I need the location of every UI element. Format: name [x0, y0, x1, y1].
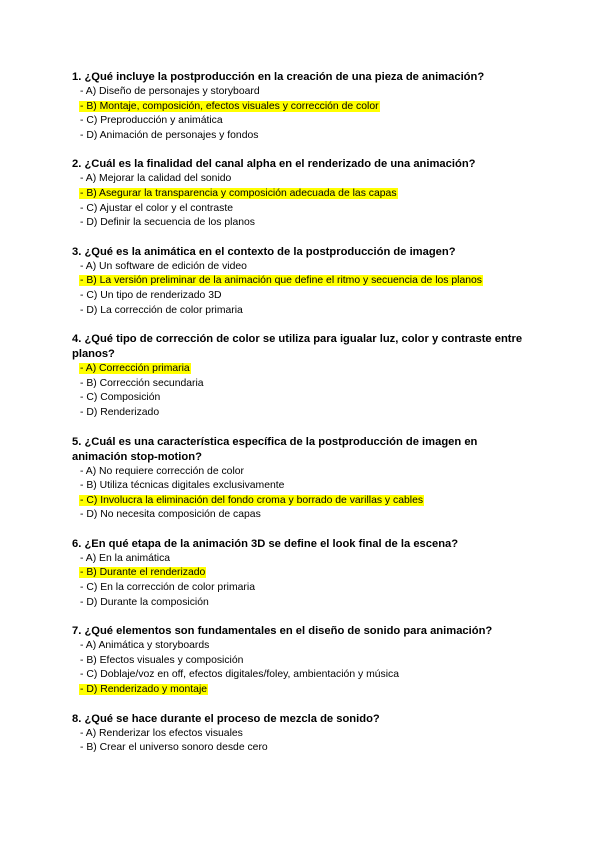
answer-option-text: - C) Composición: [80, 392, 161, 404]
answer-option-text: - B) La versión preliminar de la animación que define el ritmo y secuencia de los planos: [80, 275, 482, 287]
question-block: [72, 435, 532, 523]
answer-option: [79, 741, 532, 756]
answer-option-highlighted: [79, 566, 532, 581]
answer-option-text: - C) En la corrección de color primaria: [80, 582, 255, 594]
answer-option-text: - A) No requiere corrección de color: [80, 465, 245, 477]
question-title: 4. ¿Qué tipo de corrección de color se utiliza para igualar luz, color y contraste entre planos?: [72, 333, 523, 361]
answer-option: [79, 391, 532, 406]
answer-option-text: - D) No necesita composición de capas: [80, 509, 261, 521]
answer-option-text: - C) Ajustar el color y el contraste: [80, 202, 234, 214]
answer-option: [79, 465, 532, 480]
question-block: [72, 624, 532, 697]
answer-option-text: - B) Asegurar la transparencia y composición adecuada de las capas: [80, 187, 397, 199]
answer-option-text: - C) Involucra la eliminación del fondo croma y borrado de varillas y cables: [80, 494, 424, 506]
answer-option: [79, 654, 532, 669]
question-block: [72, 157, 532, 230]
question-block: [72, 712, 532, 756]
answer-option: [79, 596, 532, 611]
answer-option: [79, 114, 532, 129]
quiz-content: [72, 70, 532, 770]
answer-option: [79, 129, 532, 144]
answer-option-text: - C) Preproducción y animática: [80, 115, 223, 127]
question-title: 7. ¿Qué elementos son fundamentales en el diseño de sonido para animación?: [72, 625, 493, 638]
answer-option-highlighted: [79, 362, 532, 377]
answer-option-highlighted: [79, 683, 532, 698]
answer-option: [79, 479, 532, 494]
question-title: 2. ¿Cuál es la finalidad del canal alpha en el renderizado de una animación?: [72, 158, 476, 171]
answer-option: [79, 202, 532, 217]
answer-option: [79, 289, 532, 304]
answer-option: [79, 508, 532, 523]
answer-option: [79, 668, 532, 683]
question-block: [72, 245, 532, 318]
answer-option-text: - B) Durante el renderizado: [80, 567, 206, 579]
question-title: 1. ¿Qué incluye la postproducción en la creación de una pieza de animación?: [72, 71, 485, 83]
question-title: 3. ¿Qué es la animática en el contexto de la postproducción de imagen?: [72, 245, 456, 258]
answer-option-text: - C) Doblaje/voz en off, efectos digitales/foley, ambientación y música: [80, 669, 399, 681]
answer-option-text: - D) Animación de personajes y fondos: [80, 129, 259, 141]
answer-option-highlighted: [79, 494, 532, 509]
answer-option-text: - C) Un tipo de renderizado 3D: [80, 289, 222, 301]
question-title: 8. ¿Qué se hace durante el proceso de mezcla de sonido?: [72, 712, 380, 725]
answer-option-text: - A) Mejorar la calidad del sonido: [80, 173, 232, 185]
answer-option: [79, 727, 532, 742]
answer-option-text: - D) La corrección de color primaria: [80, 304, 243, 316]
answer-option-text: - D) Durante la composición: [80, 596, 209, 608]
question-block: [72, 70, 532, 143]
question-block: [72, 332, 532, 420]
answer-option-text: - D) Renderizado: [80, 406, 160, 418]
answer-option-text: - A) En la animática: [80, 552, 171, 564]
answer-option: [79, 552, 532, 567]
question-title: 6. ¿En qué etapa de la animación 3D se define el look final de la escena?: [72, 537, 459, 550]
answer-option-text: - B) Montaje, composición, efectos visuales y corrección de color: [80, 100, 379, 112]
answer-option: [79, 172, 532, 187]
answer-option-text: - D) Definir la secuencia de los planos: [80, 217, 255, 229]
answer-option: [79, 639, 532, 654]
answer-option: [79, 406, 532, 421]
question-title: 5. ¿Cuál es una característica específica de la postproducción de imagen en animación stop-motion?: [72, 435, 478, 463]
answer-option-text: - B) Crear el universo sonoro desde cero: [80, 742, 268, 754]
answer-option-text: - A) Diseño de personajes y storyboard: [80, 86, 260, 97]
answer-option: [79, 85, 532, 100]
question-block: [72, 537, 532, 610]
answer-option-text: - B) Corrección secundaria: [80, 377, 204, 389]
answer-option-text: - A) Un software de edición de video: [80, 260, 247, 272]
answer-option: [79, 581, 532, 596]
answer-option: [79, 216, 532, 231]
answer-option-highlighted: [79, 100, 532, 115]
answer-option-text: - A) Renderizar los efectos visuales: [80, 727, 243, 739]
answer-option-highlighted: [79, 274, 532, 289]
answer-option: [79, 260, 532, 275]
answer-option-text: - B) Utiliza técnicas digitales exclusivamente: [80, 480, 285, 492]
answer-option-text: - A) Corrección primaria: [80, 363, 190, 375]
answer-option-highlighted: [79, 187, 532, 202]
answer-option-text: - B) Efectos visuales y composición: [80, 654, 244, 666]
answer-option-text: - D) Renderizado y montaje: [80, 684, 208, 696]
answer-option: [79, 304, 532, 319]
answer-option: [79, 377, 532, 392]
answer-option-text: - A) Animática y storyboards: [80, 640, 210, 652]
